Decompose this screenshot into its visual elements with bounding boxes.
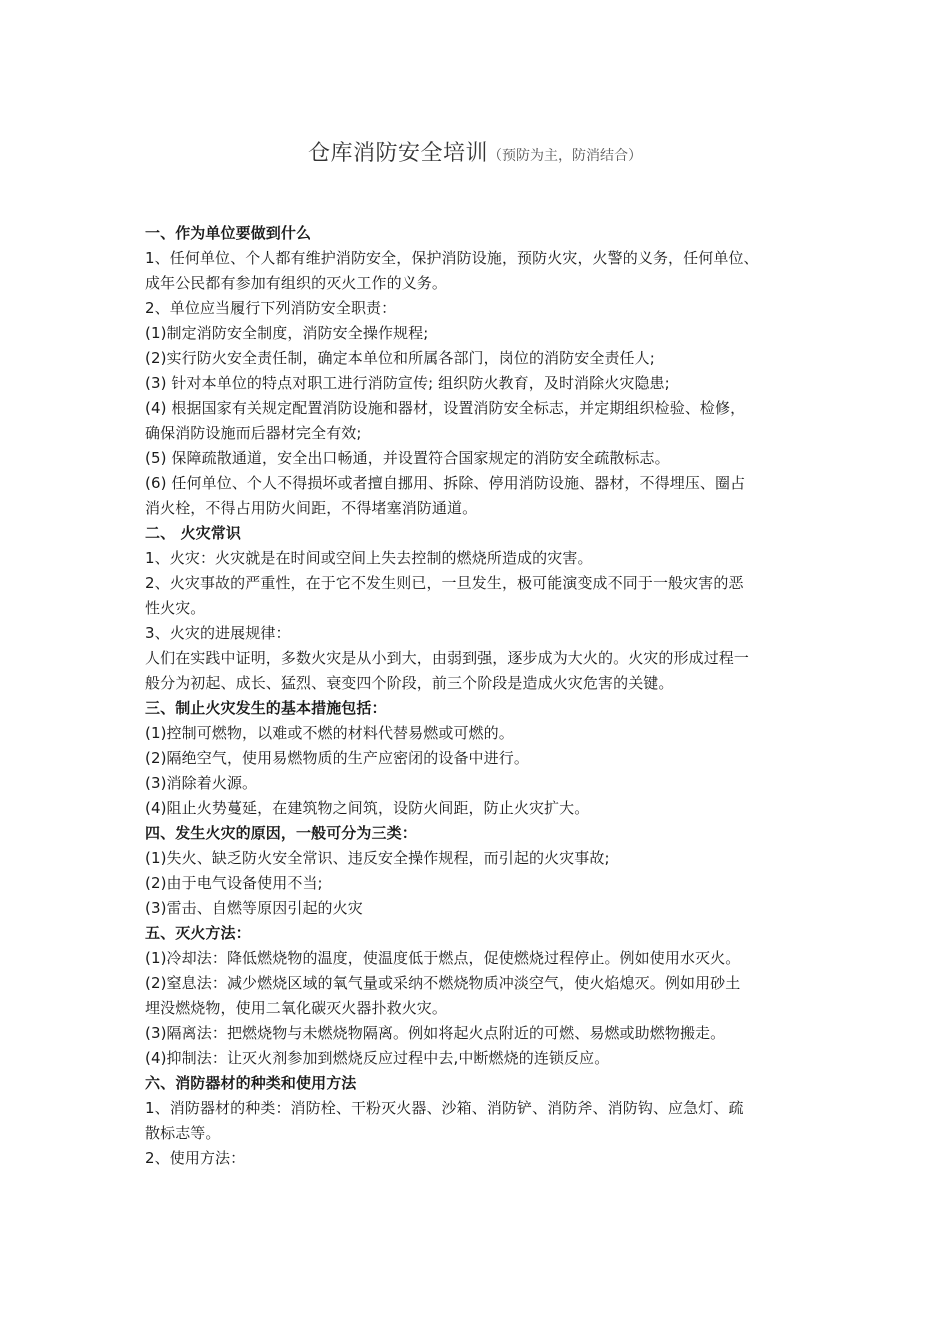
paragraph-line: (2)隔绝空气，使用易燃物质的生产应密闭的设备中进行。 [145, 749, 529, 767]
paragraph-line: 人们在实践中证明，多数火灾是从小到大，由弱到强，逐步成为大火的。火灾的形成过程一 [145, 649, 750, 667]
paragraph-line: 1、消防器材的种类：消防栓、干粉灭火器、沙箱、消防铲、消防斧、消防钩、应急灯、疏 [145, 1099, 744, 1117]
paragraph-line: (5) 保障疏散通道，安全出口畅通，并设置符合国家规定的消防安全疏散标志。 [145, 449, 670, 467]
paragraph-line: (3)消除着火源。 [145, 774, 258, 792]
paragraph-line: 消火栓，不得占用防火间距，不得堵塞消防通道。 [145, 499, 478, 517]
paragraph-line: 2、使用方法： [145, 1149, 246, 1167]
paragraph-line: (1)失火、缺乏防火安全常识、违反安全操作规程，而引起的火灾事故; [145, 849, 610, 867]
document-title [0, 136, 950, 167]
paragraph-line: (1)制定消防安全制度，消防安全操作规程; [145, 324, 429, 342]
paragraph-line: (6) 任何单位、个人不得损坏或者擅自挪用、拆除、停用消防设施、器材，不得埋压、圈占 [145, 474, 746, 492]
paragraph-line: 1、任何单位、个人都有维护消防安全，保护消防设施，预防火灾，火警的义务，任何单位、 [145, 249, 759, 267]
document-body [145, 221, 800, 1171]
paragraph-line: (3)雷击、自燃等原因引起的火灾 [145, 899, 363, 917]
paragraph-line: 埋没燃烧物，使用二氧化碳灭火器扑救火灾。 [145, 999, 448, 1017]
paragraph-line: (1)冷却法：降低燃烧物的温度，使温度低于燃点，促使燃烧过程停止。例如使用水灭火。 [145, 949, 741, 967]
title-note: （预防为主，防消结合） [488, 148, 642, 164]
paragraph-line: (4)抑制法：让灭火剂参加到燃烧反应过程中去,中断燃烧的连锁反应。 [145, 1049, 610, 1067]
paragraph-line: 3、火灾的进展规律： [145, 624, 291, 642]
paragraph-line: (3) 针对本单位的特点对职工进行消防宣传; 组织防火教育，及时消除火灾隐患; [145, 374, 670, 392]
paragraph-line: (2)由于电气设备使用不当; [145, 874, 323, 892]
paragraph-line: 2、单位应当履行下列消防安全职责： [145, 299, 397, 317]
paragraph-line: (4)阻止火势蔓延，在建筑物之间筑，设防火间距，防止火灾扩大。 [145, 799, 590, 817]
paragraph-line: 般分为初起、成长、猛烈、衰变四个阶段，前三个阶段是造成火灾危害的关键。 [145, 674, 674, 692]
paragraph-line: 成年公民都有参加有组织的灭火工作的义务。 [145, 274, 448, 292]
paragraph-line: 散标志等。 [145, 1124, 221, 1142]
section-heading: 六、消防器材的种类和使用方法 [145, 1074, 357, 1092]
paragraph-line: (2)窒息法：减少燃烧区域的氧气量或采纳不燃烧物质冲淡空气，使火焰熄灭。例如用砂土 [145, 974, 741, 992]
paragraph-line: 1、火灾：火灾就是在时间或空间上失去控制的燃烧所造成的灾害。 [145, 549, 593, 567]
title-main: 仓库消防安全培训 [307, 141, 488, 166]
paragraph-line: (3)隔离法：把燃烧物与未燃烧物隔离。例如将起火点附近的可燃、易燃或助燃物搬走。 [145, 1024, 726, 1042]
paragraph-line: 2、火灾事故的严重性，在于它不发生则已，一旦发生，极可能演变成不同于一般灾害的恶 [145, 574, 744, 592]
section-heading: 四、发生火灾的原因，一般可分为三类： [145, 824, 417, 842]
paragraph-line: 确保消防设施而后器材完全有效; [145, 424, 362, 442]
paragraph-line: 性火灾。 [145, 599, 206, 617]
section-heading: 五、灭火方法： [145, 924, 251, 942]
paragraph-line: (2)实行防火安全责任制，确定本单位和所属各部门，岗位的消防安全责任人; [145, 349, 655, 367]
paragraph-line: (1)控制可燃物，以难或不燃的材料代替易燃或可燃的。 [145, 724, 514, 742]
section-heading: 二、 火灾常识 [145, 524, 241, 542]
section-heading: 三、制止火灾发生的基本措施包括： [145, 699, 387, 717]
section-heading: 一、作为单位要做到什么 [145, 224, 312, 242]
paragraph-line: (4) 根据国家有关规定配置消防设施和器材，设置消防安全标志，并定期组织检验、检修， [145, 399, 746, 417]
